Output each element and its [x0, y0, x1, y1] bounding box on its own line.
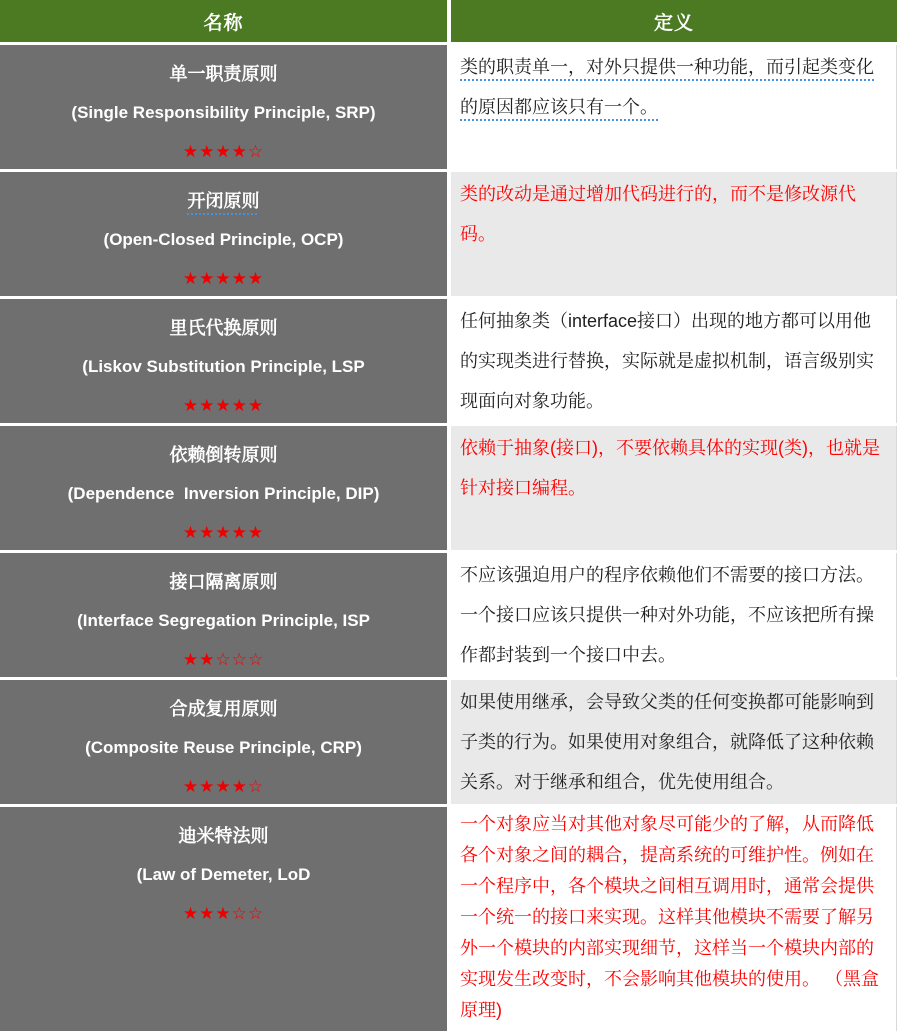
star-rating: ★★★★★ [182, 269, 265, 288]
principle-name-en: (Composite Reuse Principle, CRP) [85, 738, 362, 757]
header-cell-definition: 定义 [451, 0, 897, 42]
star-rating: ★★★★☆ [182, 142, 265, 161]
principle-name-cn: 迪米特法则 [178, 826, 269, 846]
name-cell-crp [0, 680, 447, 804]
principle-name-cn: 开闭原则 [187, 191, 260, 211]
definition-text: 如果使用继承，会导致父类的任何变换都可能影响到子类的行为。如果使用对象组合，就降低了这种依赖关系。对于继承和组合，优先使用组合。 [460, 692, 874, 792]
principle-name-en: (Open-Closed Principle, OCP) [103, 230, 344, 249]
name-cell-lsp [0, 299, 447, 423]
star-rating: ★★★★☆ [182, 777, 265, 796]
definition-cell-isp [451, 553, 897, 677]
definition-text: 任何抽象类（interface接口）出现的地方都可以用他的实现类进行替换，实际就是虚拟机制，语言级别实现面向对象功能。 [460, 311, 874, 411]
definition-cell-ocp [451, 172, 897, 296]
principle-name-cn: 接口隔离原则 [169, 572, 278, 592]
definition-text: 不应该强迫用户的程序依赖他们不需要的接口方法。一个接口应该只提供一种对外功能，不应该把所有操作都封装到一个接口中去。 [460, 565, 874, 665]
principle-name-en: (Dependence Inversion Principle, DIP) [67, 484, 380, 503]
star-rating: ★★★★★ [182, 396, 265, 415]
principle-name-cn: 依赖倒转原则 [169, 445, 278, 465]
principle-name-cn: 里氏代换原则 [169, 318, 278, 338]
principle-name-cn: 合成复用原则 [169, 699, 278, 719]
principle-name-en: (Liskov Substitution Principle, LSP [82, 357, 365, 376]
principle-name-en: (Law of Demeter, LoD [136, 865, 311, 884]
definition-cell-lod [451, 807, 897, 1031]
definition-cell-dip [451, 426, 897, 550]
definition-text: 依赖于抽象(接口)，不要依赖具体的实现(类)，也就是针对接口编程。 [460, 438, 880, 498]
star-rating: ★★★★★ [182, 523, 265, 542]
definition-cell-crp [451, 680, 897, 804]
name-cell-srp [0, 45, 447, 169]
name-cell-dip [0, 426, 447, 550]
star-rating: ★★☆☆☆ [182, 650, 265, 669]
name-cell-lod [0, 807, 447, 1031]
definition-text: 类的职责单一，对外只提供一种功能，而引起类变化的原因都应该只有一个。 [460, 57, 874, 117]
principle-name-en: (Single Responsibility Principle, SRP) [71, 103, 376, 122]
definition-text: 一个对象应当对其他对象尽可能少的了解，从而降低各个对象之间的耦合，提高系统的可维护性。例如在一个程序中，各个模块之间相互调用时，通常会提供一个统一的接口来实现。这样其他模块不需要了解另外一个模块的内部实现细节，这样当一个模块内部的实现发生改变时，不会影响其他模块的使用。 （黑盒原理) [460, 814, 879, 1020]
definition-cell-srp [451, 45, 897, 169]
name-cell-isp [0, 553, 447, 677]
principle-name-cn: 单一职责原则 [169, 64, 278, 84]
star-rating: ★★★☆☆ [182, 904, 265, 923]
header-cell-name: 名称 [0, 0, 447, 42]
definition-cell-lsp [451, 299, 897, 423]
definition-text: 类的改动是通过增加代码进行的，而不是修改源代码。 [460, 184, 856, 244]
name-cell-ocp [0, 172, 447, 296]
principle-name-en: (Interface Segregation Principle, ISP [77, 611, 370, 630]
